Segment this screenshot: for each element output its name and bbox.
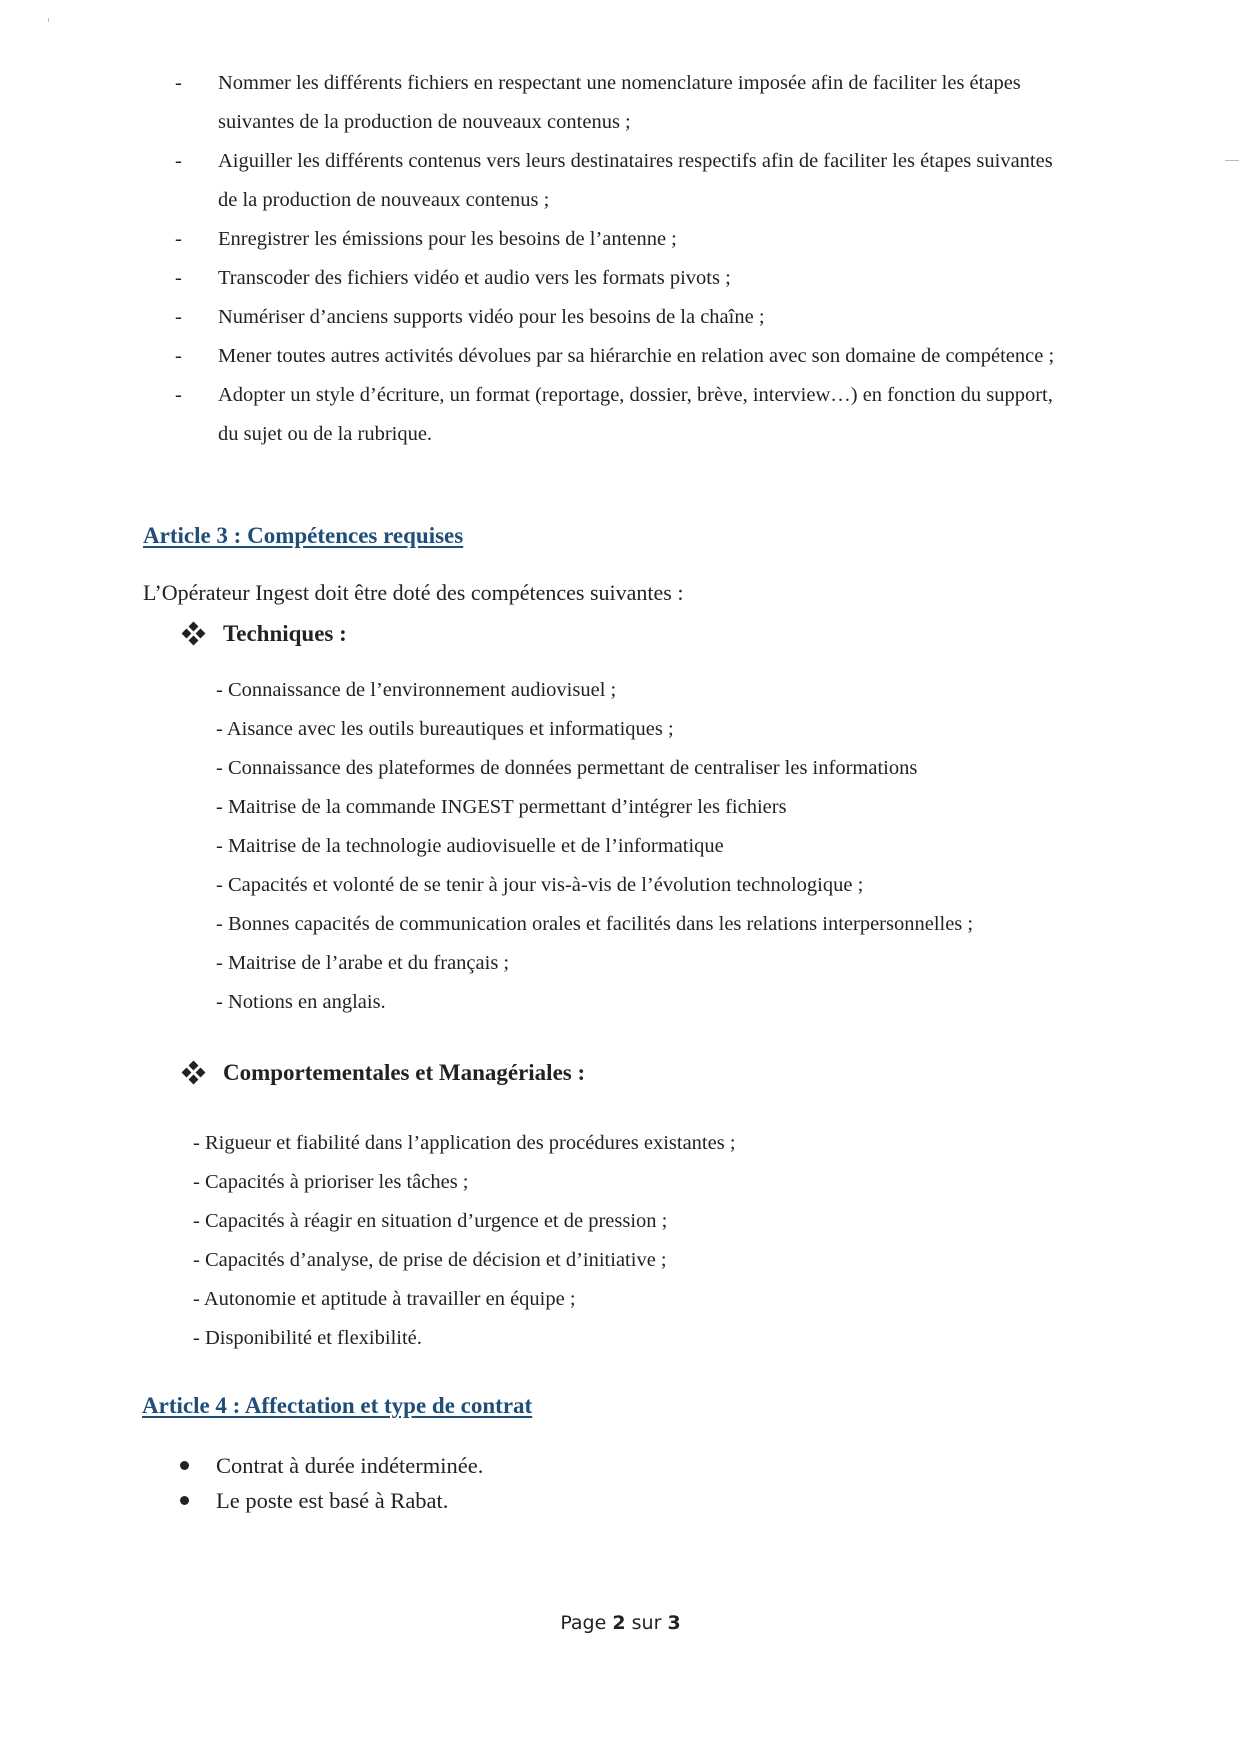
list-item: - Capacités d’analyse, de prise de décision et d’initiative ; (193, 1249, 667, 1271)
list-item: - Rigueur et fiabilité dans l’application des procédures existantes ; (193, 1132, 736, 1154)
contract-list (180, 1448, 483, 1518)
list-item: - Disponibilité et flexibilité. (193, 1327, 422, 1349)
list-item: - Autonomie et aptitude à travailler en équipe ; (193, 1288, 576, 1310)
diamond-bullet-icon (181, 621, 207, 647)
list-item: - Capacités à réagir en situation d’urgence et de pression ; (193, 1210, 668, 1232)
list-item: - Maitrise de l’arabe et du français ; (216, 952, 510, 974)
techniques-list (216, 671, 973, 1022)
list-item: - Maitrise de la commande INGEST permettant d’intégrer les fichiers (216, 796, 787, 818)
list-item: - Maitrise de la technologie audiovisuelle et de l’informatique (216, 835, 724, 857)
list-item: Contrat à durée indéterminée. (180, 1448, 483, 1483)
dash-marker: - (175, 228, 182, 250)
list-item: - Mener toutes autres activités dévolues par sa hiérarchie en relation avec son domaine de compétence ; (175, 337, 1075, 376)
duties-list (175, 64, 1075, 454)
list-item: - Aiguiller les différents contenus vers leurs destinataires respectifs afin de faciliter les étapes suivantes de la production de nouveaux contenus ; (175, 142, 1075, 220)
article4-heading: Article 4 : Affectation et type de contrat (142, 1393, 533, 1418)
list-item: - Numériser d’anciens supports vidéo pour les besoins de la chaîne ; (175, 298, 1075, 337)
list-item: - Connaissance de l’environnement audiovisuel ; (216, 679, 617, 701)
list-item: - Aisance avec les outils bureautiques et informatiques ; (216, 718, 674, 740)
list-item: - Transcoder des fichiers vidéo et audio vers les formats pivots ; (175, 259, 1075, 298)
techniques-heading: Techniques : (181, 621, 347, 647)
list-item: - Notions en anglais. (216, 991, 386, 1013)
behavioral-heading: Comportementales et Managériales : (181, 1060, 585, 1086)
dash-marker: - (175, 345, 182, 367)
list-item: - Connaissance des plateformes de données permettant de centraliser les informations (216, 757, 918, 779)
scan-mark (1225, 160, 1239, 161)
bullet-dot-icon (180, 1461, 189, 1470)
list-item: - Capacités à prioriser les tâches ; (193, 1171, 469, 1193)
list-item: - Capacités et volonté de se tenir à jour vis-à-vis de l’évolution technologique ; (216, 874, 864, 896)
page-number: Page 2 sur 3 (560, 1612, 681, 1634)
dash-marker: - (175, 306, 182, 328)
dash-marker: - (175, 267, 182, 289)
article3-intro: L’Opérateur Ingest doit être doté des compétences suivantes : (143, 580, 684, 605)
article3-heading: Article 3 : Compétences requises (143, 523, 464, 548)
dash-marker: - (175, 72, 182, 94)
scan-mark (48, 18, 49, 22)
behavioral-list (193, 1124, 736, 1358)
list-item: Le poste est basé à Rabat. (180, 1483, 483, 1518)
list-item: - Bonnes capacités de communication orales et facilités dans les relations interpersonnelles ; (216, 913, 974, 935)
list-item: - Nommer les différents fichiers en respectant une nomenclature imposée afin de faciliter les étapes suivantes de la production de nouveaux contenus ; (175, 64, 1075, 142)
list-item: - Adopter un style d’écriture, un format (reportage, dossier, brève, interview…) en fonction du support, du sujet ou de la rubrique. (175, 376, 1075, 454)
bullet-dot-icon (180, 1496, 189, 1505)
diamond-bullet-icon (181, 1060, 207, 1086)
list-item: - Enregistrer les émissions pour les besoins de l’antenne ; (175, 220, 1075, 259)
dash-marker: - (175, 150, 182, 172)
dash-marker: - (175, 384, 182, 406)
